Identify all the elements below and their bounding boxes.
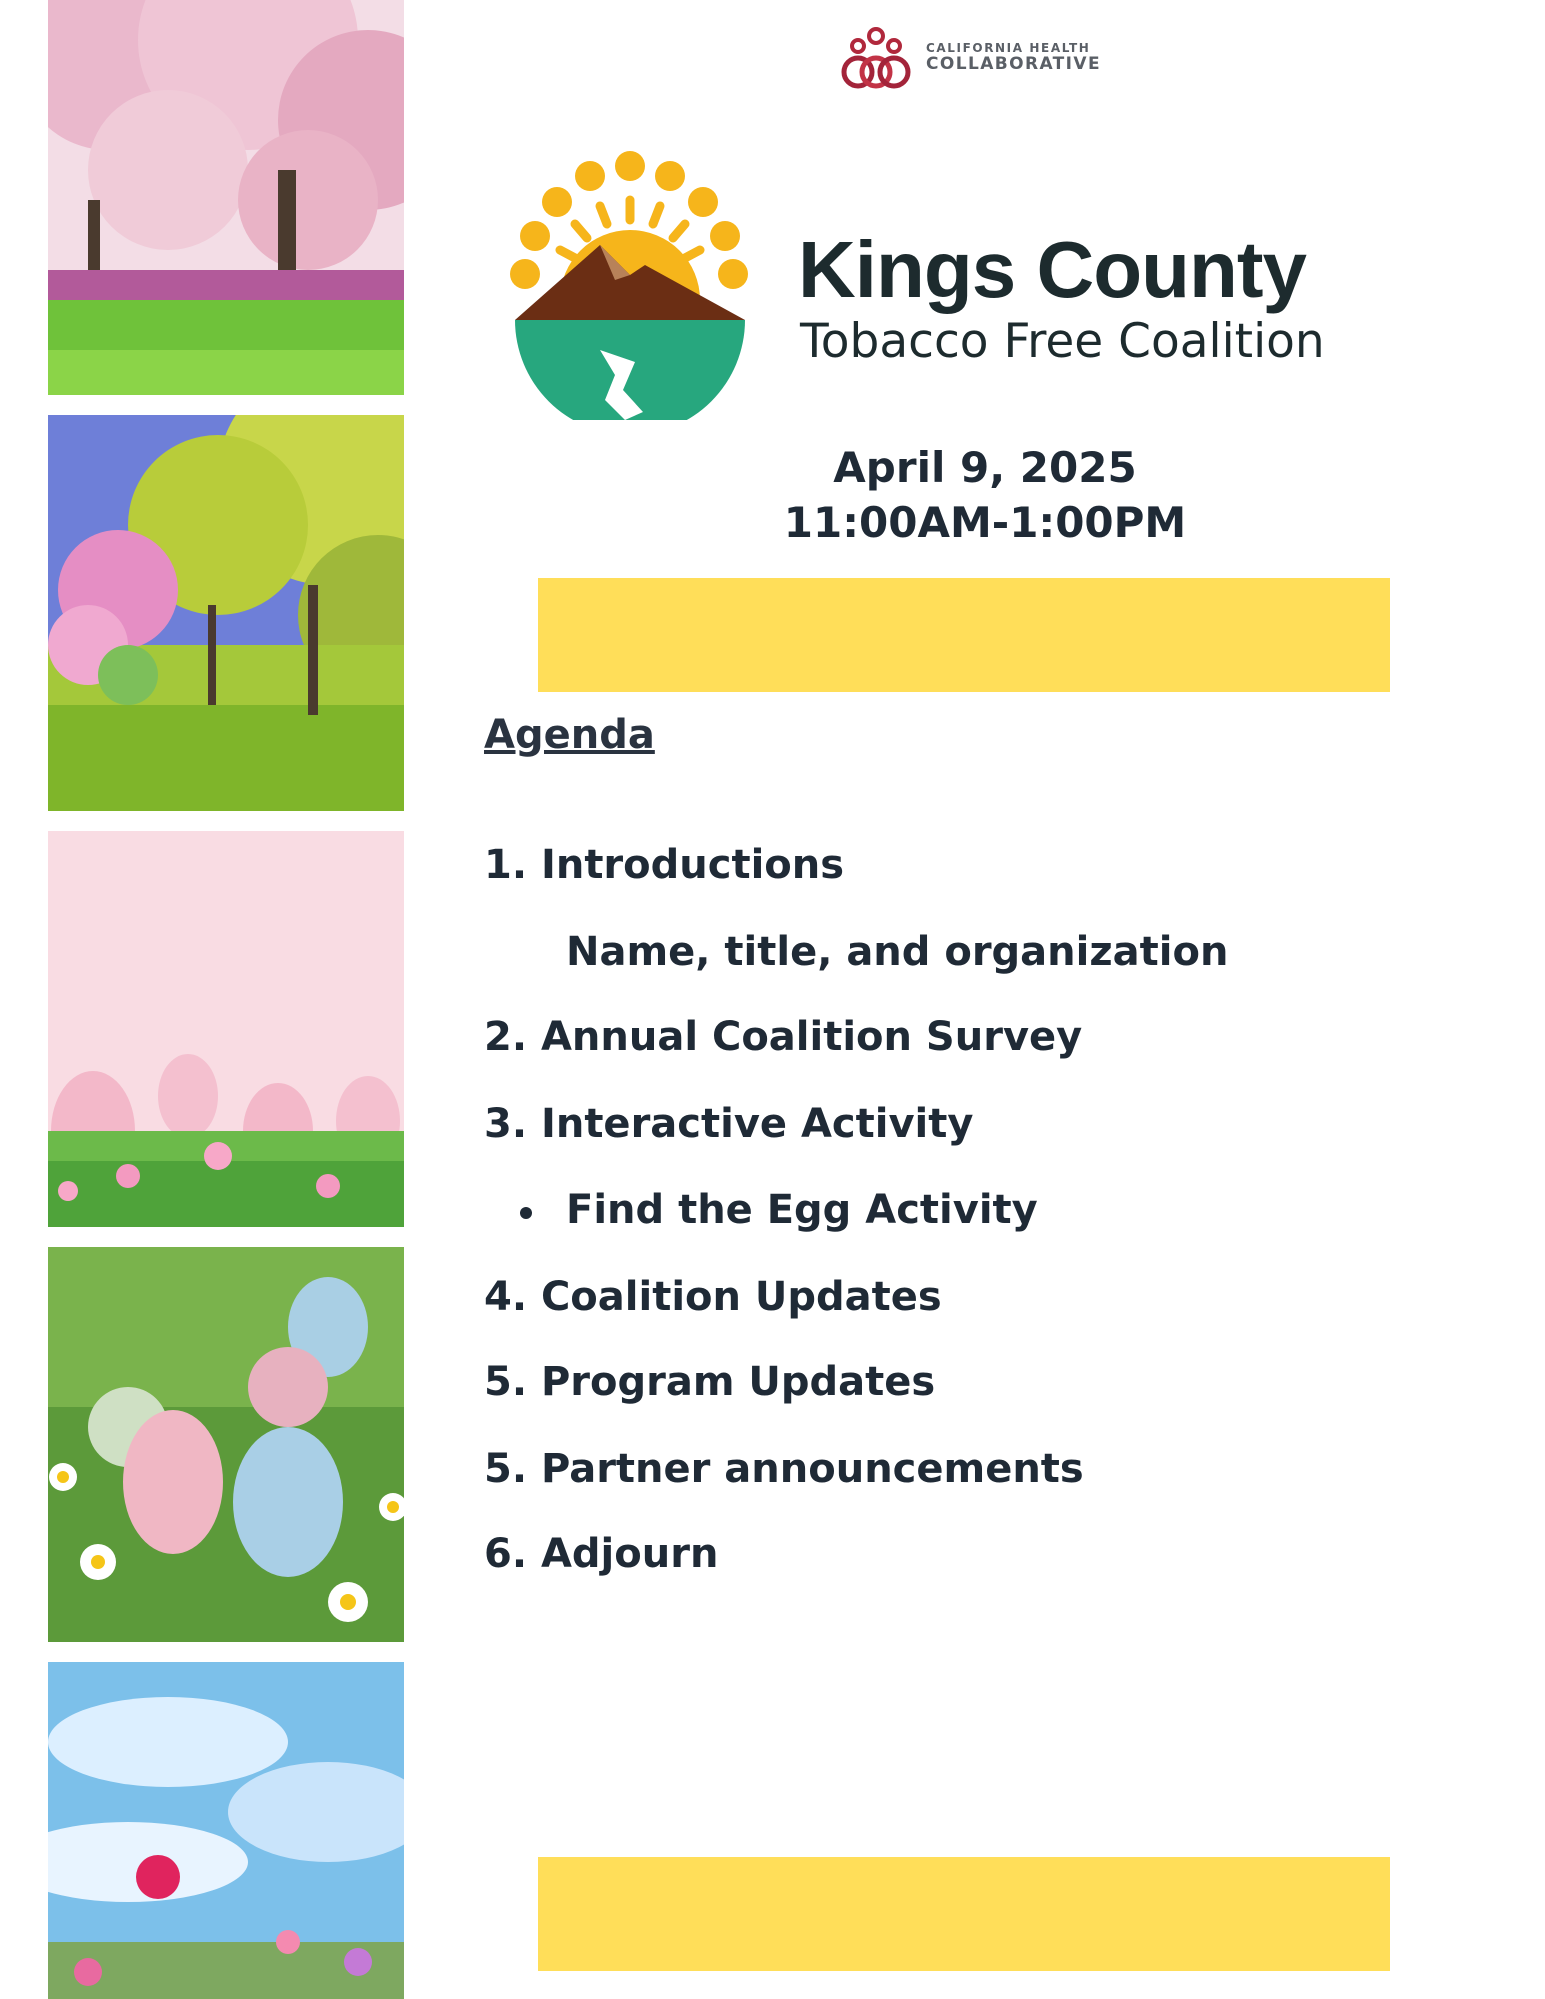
agenda-item: 4. Coalition Updates	[484, 1274, 942, 1320]
partner-name-line2: COLLABORATIVE	[926, 54, 1101, 74]
agenda-item: 3. Interactive Activity	[484, 1101, 974, 1147]
photo-blossom-trees	[48, 0, 404, 395]
bullet-icon	[520, 1207, 532, 1219]
meeting-time: 11:00AM-1:00PM	[783, 498, 1187, 547]
photo-easter-eggs-grass	[48, 1247, 404, 1642]
agenda-item: 2. Annual Coalition Survey	[484, 1014, 1083, 1060]
california-health-collaborative-logo	[836, 26, 1136, 94]
photo-sky-flowers	[48, 1662, 404, 1999]
meeting-date: April 9, 2025	[833, 443, 1137, 492]
agenda-item: 6. Adjourn	[484, 1531, 719, 1577]
coalition-title: Kings County	[798, 225, 1306, 314]
photo-pink-eggs	[48, 831, 404, 1227]
agenda-item: 5. Partner announcements	[484, 1446, 1084, 1492]
people-icon	[836, 26, 916, 94]
sun-mountain-icon	[505, 150, 765, 420]
agenda-item: 5. Program Updates	[484, 1359, 936, 1405]
agenda-item: 1. Introductions	[484, 842, 845, 888]
agenda-subitem: Find the Egg Activity	[566, 1187, 1038, 1233]
coalition-subtitle: Tobacco Free Coalition	[800, 314, 1325, 369]
agenda-subitem: Name, title, and organization	[566, 929, 1229, 975]
partner-name-line1: CALIFORNIA HEALTH	[926, 41, 1091, 55]
highlight-bar-bottom	[538, 1857, 1390, 1971]
highlight-bar-top	[538, 578, 1390, 692]
photo-orchard-meadow	[48, 415, 404, 811]
kings-county-sun-emblem	[505, 150, 765, 420]
agenda-heading: Agenda	[484, 712, 655, 758]
